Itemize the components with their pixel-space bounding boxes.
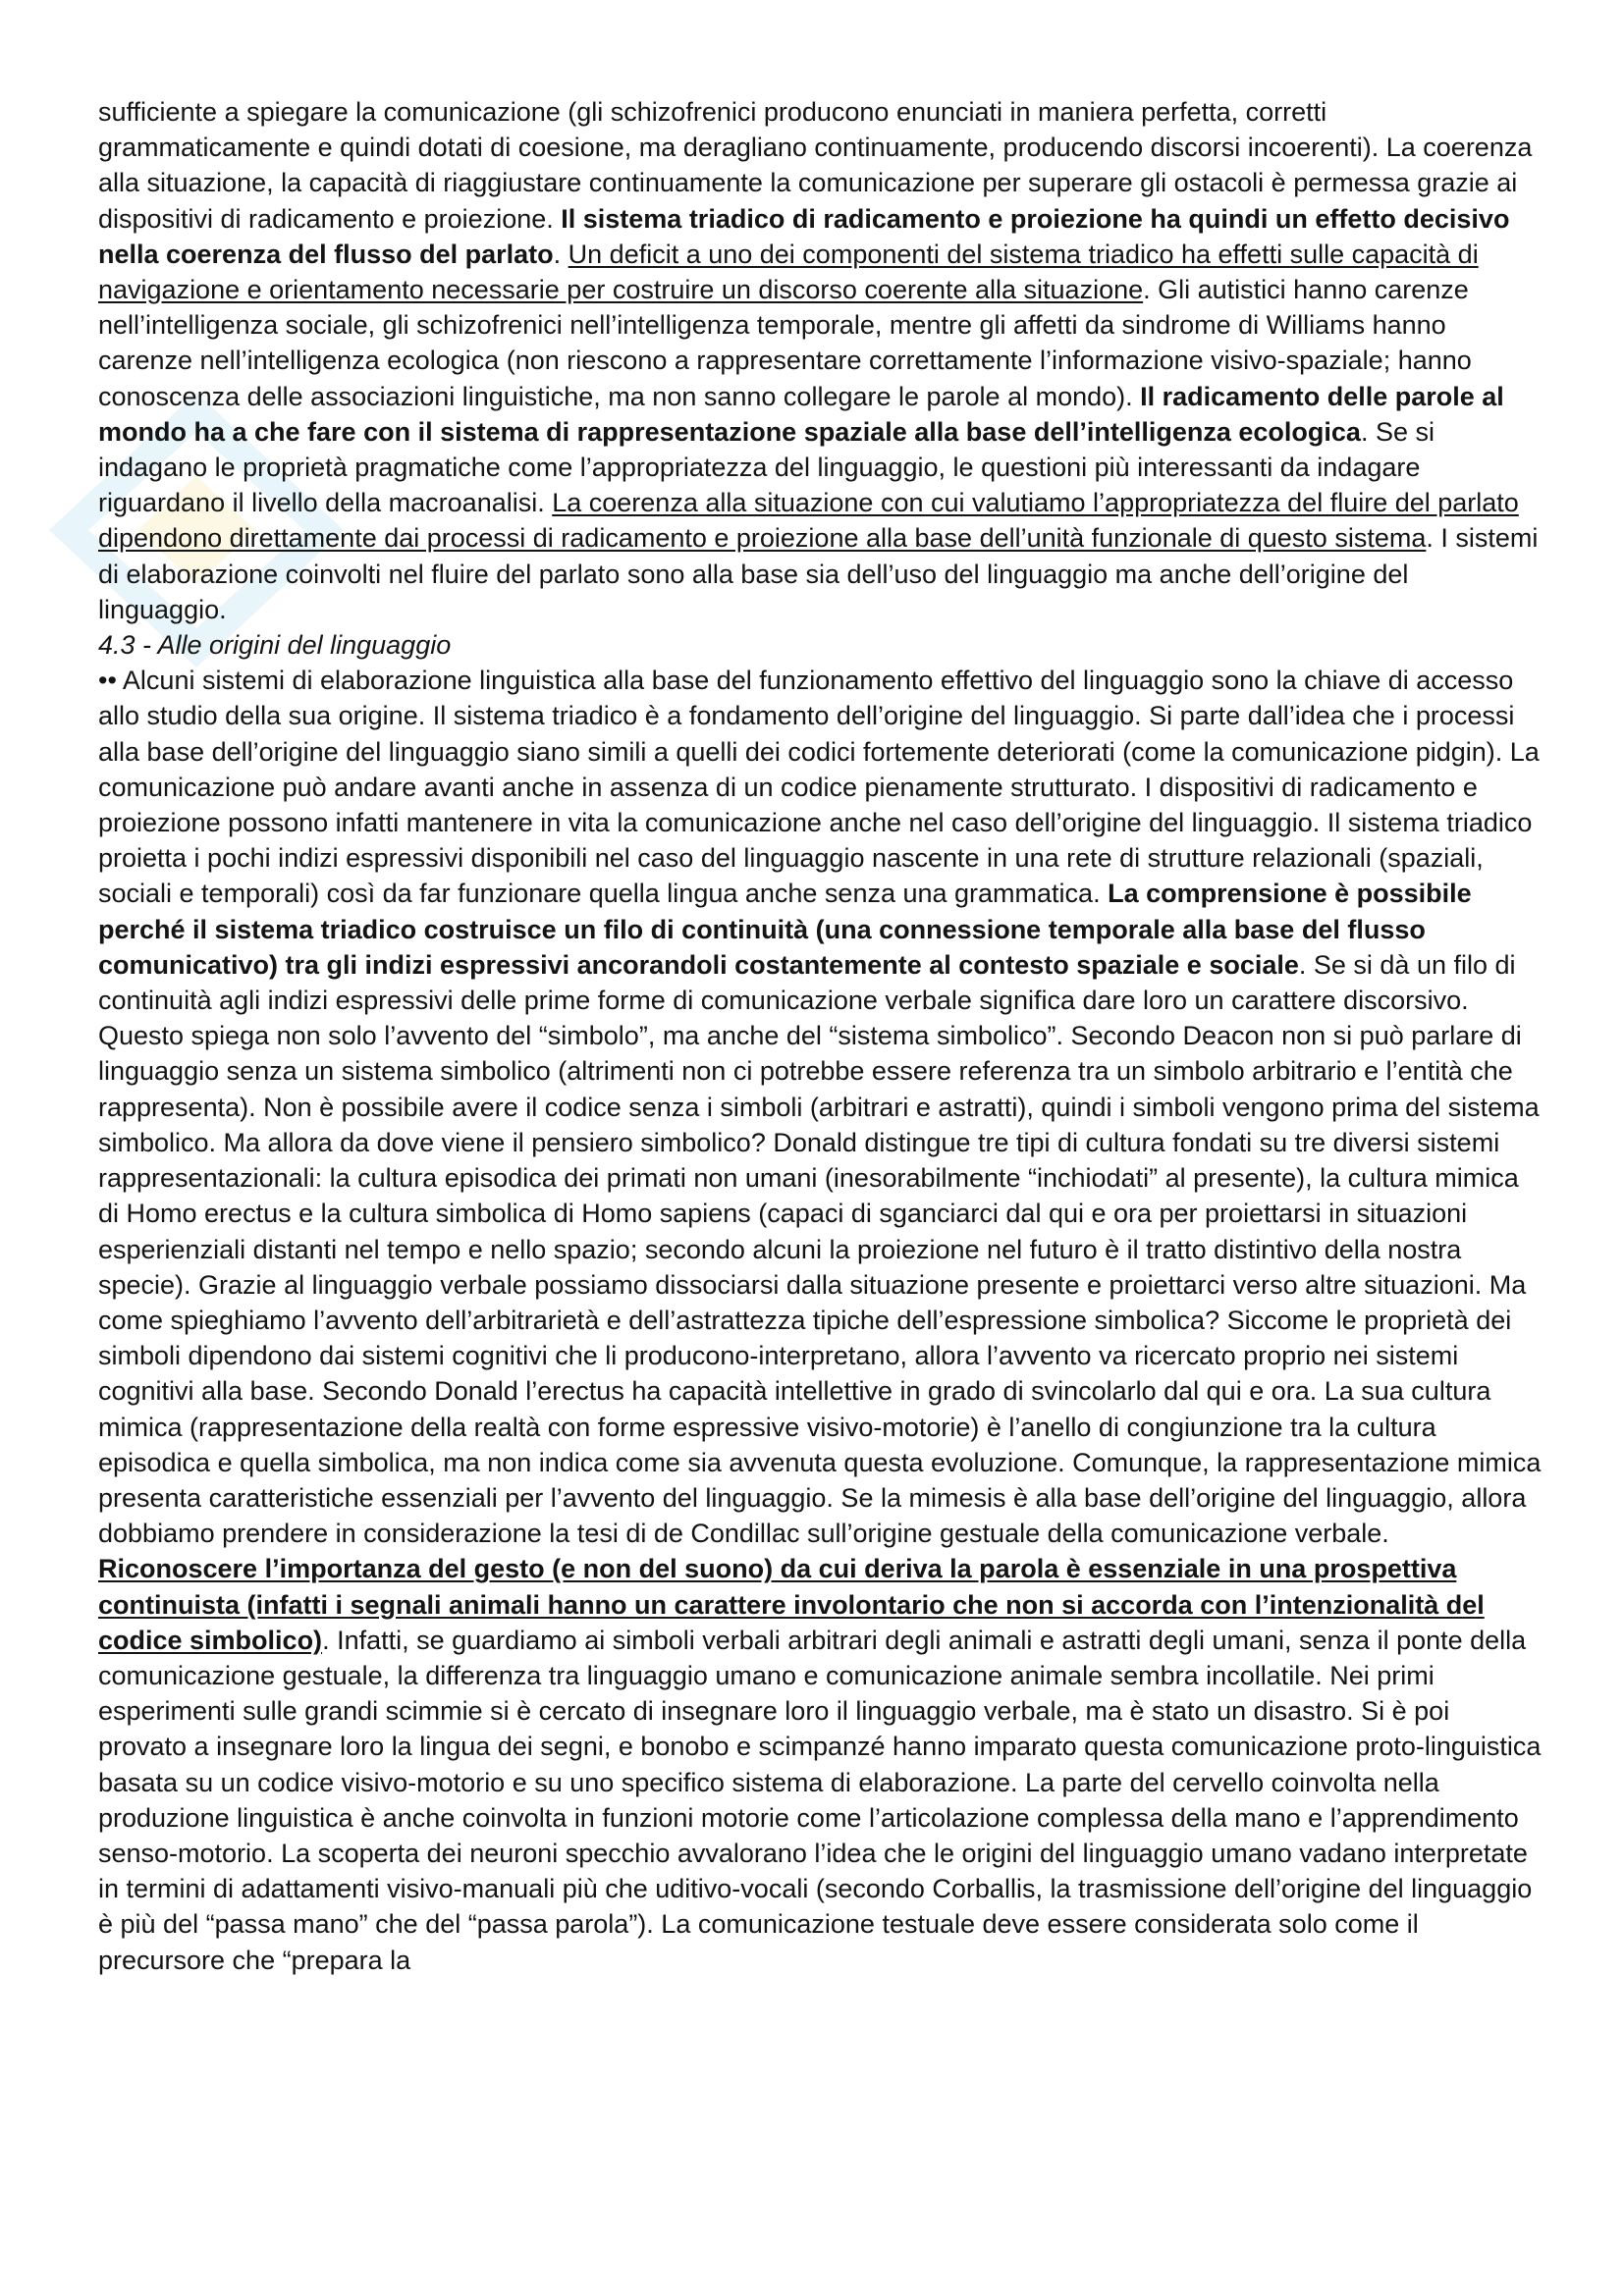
text-segment: •• Alcuni sistemi di elaborazione linguistica alla base del funzionamento effettivo del linguaggio sono la chiave di accesso allo studio della sua origine. Il sistema triadico è a fondamento dell’origine del linguaggio. Si parte dall’idea che i processi alla base dell’origine del linguaggio siano simili a quelli dei codici fortemente deteriorati (come la comunicazione pidgin). La comunicazione può andare avanti anche in assenza di un codice pienamente strutturato. I dispositivi di radicamento e proiezione possono infatti mantenere in vita la comunicazione anche nel caso dell’origine del linguaggio. Il sistema triadico proietta i pochi indizi espressivi disponibili nel caso del linguaggio nascente in una rete di strutture relazionali (spaziali, sociali e temporali) così da far funzionare quella lingua anche senza una grammatica.	[98, 666, 1540, 909]
text-segment: 4.3 - Alle origini del linguaggio	[98, 630, 452, 661]
underlined-text: La coerenza alla situazione con cui valutiamo l’appropriatezza del fluire del parlato dipendono direttamente dai processi di radicamento e proiezione alla base dell’unità funzionale di questo sistema	[98, 488, 1519, 554]
text-segment: . I sistemi di elaborazione coinvolti nel fluire del parlato sono alla base sia dell’uso del linguaggio ma anche dell’origine del linguaggio.	[98, 523, 1539, 624]
document-page	[98, 94, 1542, 1978]
bold-text: La comprensione è possibile perché il sistema triadico costruisce un filo di continuità (una connessione temporale alla base del flusso comunicativo) tra gli indizi espressivi ancorandoli costantemente al contesto spaziale e sociale	[98, 879, 1472, 980]
text-segment: . Se si dà un filo di continuità agli indizi espressivi delle prime forme di comunicazione verbale significa dare loro un carattere discorsivo. Questo spiega non solo l’avvento del “simbolo”, ma anche del “sistema simbolico”. Secondo Deacon non si può parlare di linguaggio senza un sistema simbolico (altrimenti non ci potrebbe essere referenza tra un simbolo arbitrario e l’entità che rappresenta). Non è possibile avere il codice senza i simboli (arbitrari e astratti), quindi i simboli vengono prima del sistema simbolico. Ma allora da dove viene il pensiero simbolico? Donald distingue tre tipi di cultura fondati su tre diversi sistemi rappresentazionali: la cultura episodica dei primati non umani (inesorabilmente “inchiodati” al presente), la cultura mimica di Homo erectus e la cultura simbolica di Homo sapiens (capaci di sganciarci dal qui e ora per proiettarsi in situazioni esperienziali distanti nel tempo e nello spazio; secondo alcuni la proiezione nel futuro è il tratto distintivo della nostra specie). Grazie al linguaggio verbale possiamo dissociarsi dalla situazione presente e proiettarci verso altre situazioni. Ma come spieghiamo l’avvento dell’arbitrarietà e dell’astrattezza tipiche dell’espressione simbolica? Siccome le proprietà dei simboli dipendono dai sistemi cognitivi che li producono-interpretano, allora l’avvento va ricercato proprio nei sistemi cognitivi alla base. Secondo Donald l’erectus ha capacità intellettive in grado di svincolarlo dal qui e ora. La sua cultura mimica (rappresentazione della realtà con forme espressive visivo-motorie) è l’anello di congiunzione tra la cultura episodica e quella simbolica, ma non indica come sia avvenuta questa evoluzione. Comunque, la rappresentazione mimica presenta caratteristiche essenziali per l’avvento del linguaggio. Se la mimesis è alla base dell’origine del linguaggio, allora dobbiamo prendere in considerazione la tesi di de Condillac sull’origine gestuale della comunicazione verbale.	[98, 949, 1542, 1549]
text-segment: sufficiente a spiegare la comunicazione (gli schizofrenici producono enunciati in maniera perfetta, corretti grammaticamente e quindi dotati di coesione, ma deragliano continuamente, producendo discorsi incoerenti). La coerenza alla situazione, la capacità di riaggiustare continuamente la comunicazione per superare gli ostacoli è permessa grazie ai dispositivi di radicamento e proiezione.	[98, 97, 1533, 234]
text-segment: . Se si indagano le proprietà pragmatiche come l’appropriatezza del linguaggio, le questioni più interessanti da indagare riguardano il livello della macroanalisi.	[98, 416, 1435, 518]
bold-text: Il sistema triadico di radicamento e proiezione ha quindi un effetto decisivo nella coerenza del flusso del parlato	[98, 203, 1510, 269]
text-segment: .	[553, 239, 568, 269]
text-segment: . Gli autistici hanno carenze nell’intelligenza sociale, gli schizofrenici nell’intelligenza temporale, mentre gli affetti da sindrome di Williams hanno carenze nell’intelligenza ecologica (non riescono a rappresentare correttamente l’informazione visivo-spaziale; hanno conoscenza delle associazioni linguistiche, ma non sanno collegare le parole al mondo).	[98, 275, 1472, 411]
bold-text: Il radicamento delle parole al mondo ha a che fare con il sistema di rappresentazione spaziale alla base dell’intelligenza ecologica	[98, 381, 1504, 447]
body-paragraph	[98, 94, 1542, 627]
text-segment: . Infatti, se guardiamo ai simboli verbali arbitrari degli animali e astratti degli umani, senza il ponte della comunicazione gestuale, la differenza tra linguaggio umano e comunicazione animale sembra incollatile. Nei primi esperimenti sulle grandi scimmie si è cercato di insegnare loro il linguaggio verbale, ma è stato un disastro. Si è poi provato a insegnare loro la lingua dei segni, e bonobo e scimpanzé hanno imparato questa comunicazione proto-linguistica basata su un codice visivo-motorio e su uno specifico sistema di elaborazione. La parte del cervello coinvolta nella produzione linguistica è anche coinvolta in funzioni motorie come l’articolazione complessa della mano e l’apprendimento senso-motorio. La scoperta dei neuroni specchio avvalorano l’idea che le origini del linguaggio umano vadano interpretate in termini di adattamenti visivo-manuali più che uditivo-vocali (secondo Corballis, la trasmissione dell’origine del linguaggio è più del “passa mano” che del “passa parola”). La comunicazione testuale deve essere considerata solo come il precursore che “prepara la	[98, 1625, 1542, 1975]
body-paragraph	[98, 663, 1542, 1978]
underlined-text: Un deficit a uno dei componenti del sistema triadico ha effetti sulle capacità di navigazione e orientamento necessarie per costruire un discorso coerente alla situazione	[98, 239, 1479, 305]
bold-underlined-text: Riconoscere l’importanza del gesto (e non del suono) da cui deriva la parola è essenziale in una prospettiva continuista (infatti i segnali animali hanno un carattere involontario che non si accorda con l’intenzionalità del codice simbolico)	[98, 1554, 1485, 1655]
section-heading	[98, 627, 1542, 663]
